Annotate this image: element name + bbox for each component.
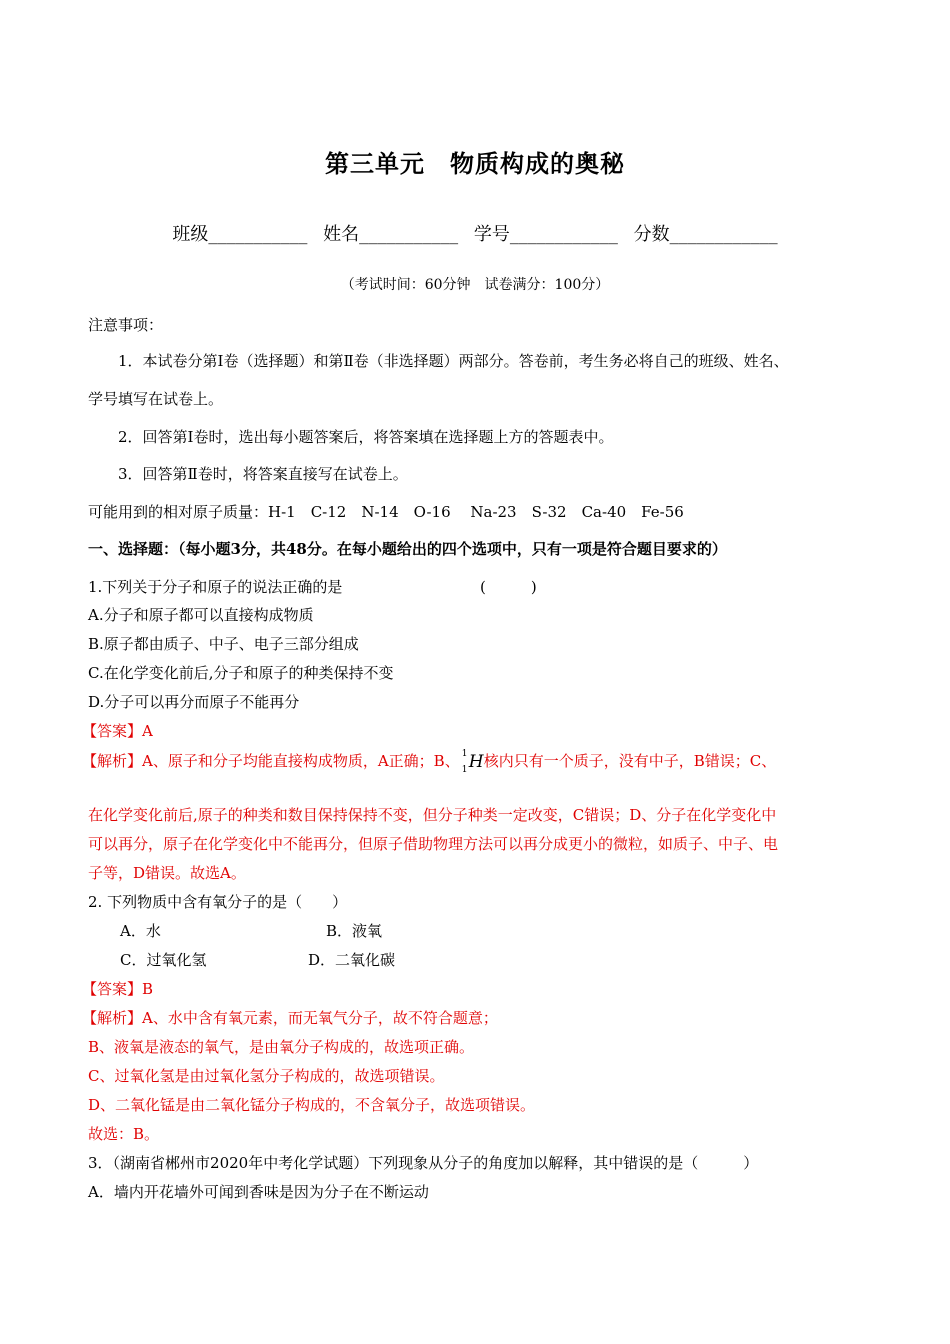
q1-explanation-line-1 (82, 749, 777, 775)
q1-exp-part-a: 【解析】A、原子和分子均能直接构成物质，A正确；B、 (82, 752, 460, 770)
q2-explanation-line-4: D、二氧化锰是由二氧化锰分子构成的，不含氧分子，故选项错误。 (88, 1096, 536, 1114)
section-heading: 一、选择题：（每小题3分，共48分。在每小题给出的四个选项中，只有一项是符合题目要求的） (88, 540, 727, 558)
isotope-mass-number: 1 (461, 749, 468, 759)
q1-option-a: A.分子和原子都可以直接构成物质 (88, 606, 314, 624)
name-field[interactable]: 姓名___________ (323, 224, 459, 245)
atomic-masses: 可能用到的相对原子质量：H-1 C-12 N-14 O-16 Na-23 S-32 Ca-40 Fe-56 (88, 503, 684, 521)
q3-option-a: A．墙内开花墙外可闻到香味是因为分子在不断运动 (88, 1183, 429, 1201)
note-1-cont: 学号填写在试卷上。 (88, 390, 224, 408)
q2-option-d: D．二氧化碳 (308, 951, 396, 969)
class-field[interactable]: 班级___________ (172, 224, 308, 245)
q2-stem: 2. 下列物质中含有氧分子的是（ ） (88, 893, 348, 911)
q1-explanation-line-2: 在化学变化前后,原子的种类和数目保持保持不变，但分子种类一定改变，C错误；D、分子在化学变化中 (88, 806, 777, 824)
q2-option-c: C．过氧化氢 (120, 951, 207, 969)
student-info-row (0, 226, 950, 244)
q3-stem: 3．（湖南省郴州市2020年中考化学试题）下列现象从分子的角度加以解释，其中错误的是（ ） (88, 1154, 759, 1172)
score-field[interactable]: 分数____________ (633, 224, 778, 245)
q1-option-c: C.在化学变化前后,分子和原子的种类保持不变 (88, 664, 394, 682)
q2-option-a: A．水 (120, 922, 161, 940)
number-field[interactable]: 学号____________ (473, 224, 618, 245)
q2-option-b: B．液氧 (326, 922, 383, 940)
q1-option-d: D.分子可以再分而原子不能再分 (88, 693, 300, 711)
q2-answer: 【答案】B (82, 980, 154, 998)
isotope-element: H (468, 752, 484, 772)
q1-explanation-line-3: 可以再分，原子在化学变化中不能再分，但原子借助物理方法可以再分成更小的微粒，如质子、中子、电 (88, 835, 779, 853)
note-3: 3．回答第Ⅱ卷时，将答案直接写在试卷上。 (118, 465, 408, 483)
q1-exp-part-b: 核内只有一个质子，没有中子，B错误；C、 (483, 752, 777, 770)
q1-answer-bracket: ( ) (480, 578, 537, 596)
q1-explanation-line-4: 子等，D错误。故选A。 (88, 864, 246, 882)
q2-explanation-line-5: 故选：B。 (88, 1125, 160, 1143)
isotope-atomic-number: 1 (461, 765, 468, 775)
note-2: 2．回答第Ⅰ卷时，选出每小题答案后，将答案填在选择题上方的答题表中。 (118, 428, 614, 446)
hydrogen-isotope-symbol (461, 749, 484, 775)
page-title: 第三单元 物质构成的奥秘 (325, 149, 625, 178)
q2-explanation-line-3: C、过氧化氢是由过氧化氢分子构成的，故选项错误。 (88, 1067, 445, 1085)
q2-explanation-line-2: B、液氧是液态的氧气，是由氧分子构成的，故选项正确。 (88, 1038, 475, 1056)
q1-option-b: B.原子都由质子、中子、电子三部分组成 (88, 635, 359, 653)
notes-heading: 注意事项： (88, 316, 164, 334)
q1-stem: 1.下列关于分子和原子的说法正确的是 (88, 578, 343, 596)
q1-answer: 【答案】A (82, 722, 153, 740)
exam-meta: （考试时间：60分钟 试卷满分：100分） (340, 277, 610, 293)
note-1: 1．本试卷分第Ⅰ卷（选择题）和第Ⅱ卷（非选择题）两部分。答卷前，考生务必将自己的班级、姓名、 (118, 352, 789, 370)
q2-explanation-line-1: 【解析】A、水中含有氧元素，而无氧气分子，故不符合题意； (82, 1009, 498, 1027)
